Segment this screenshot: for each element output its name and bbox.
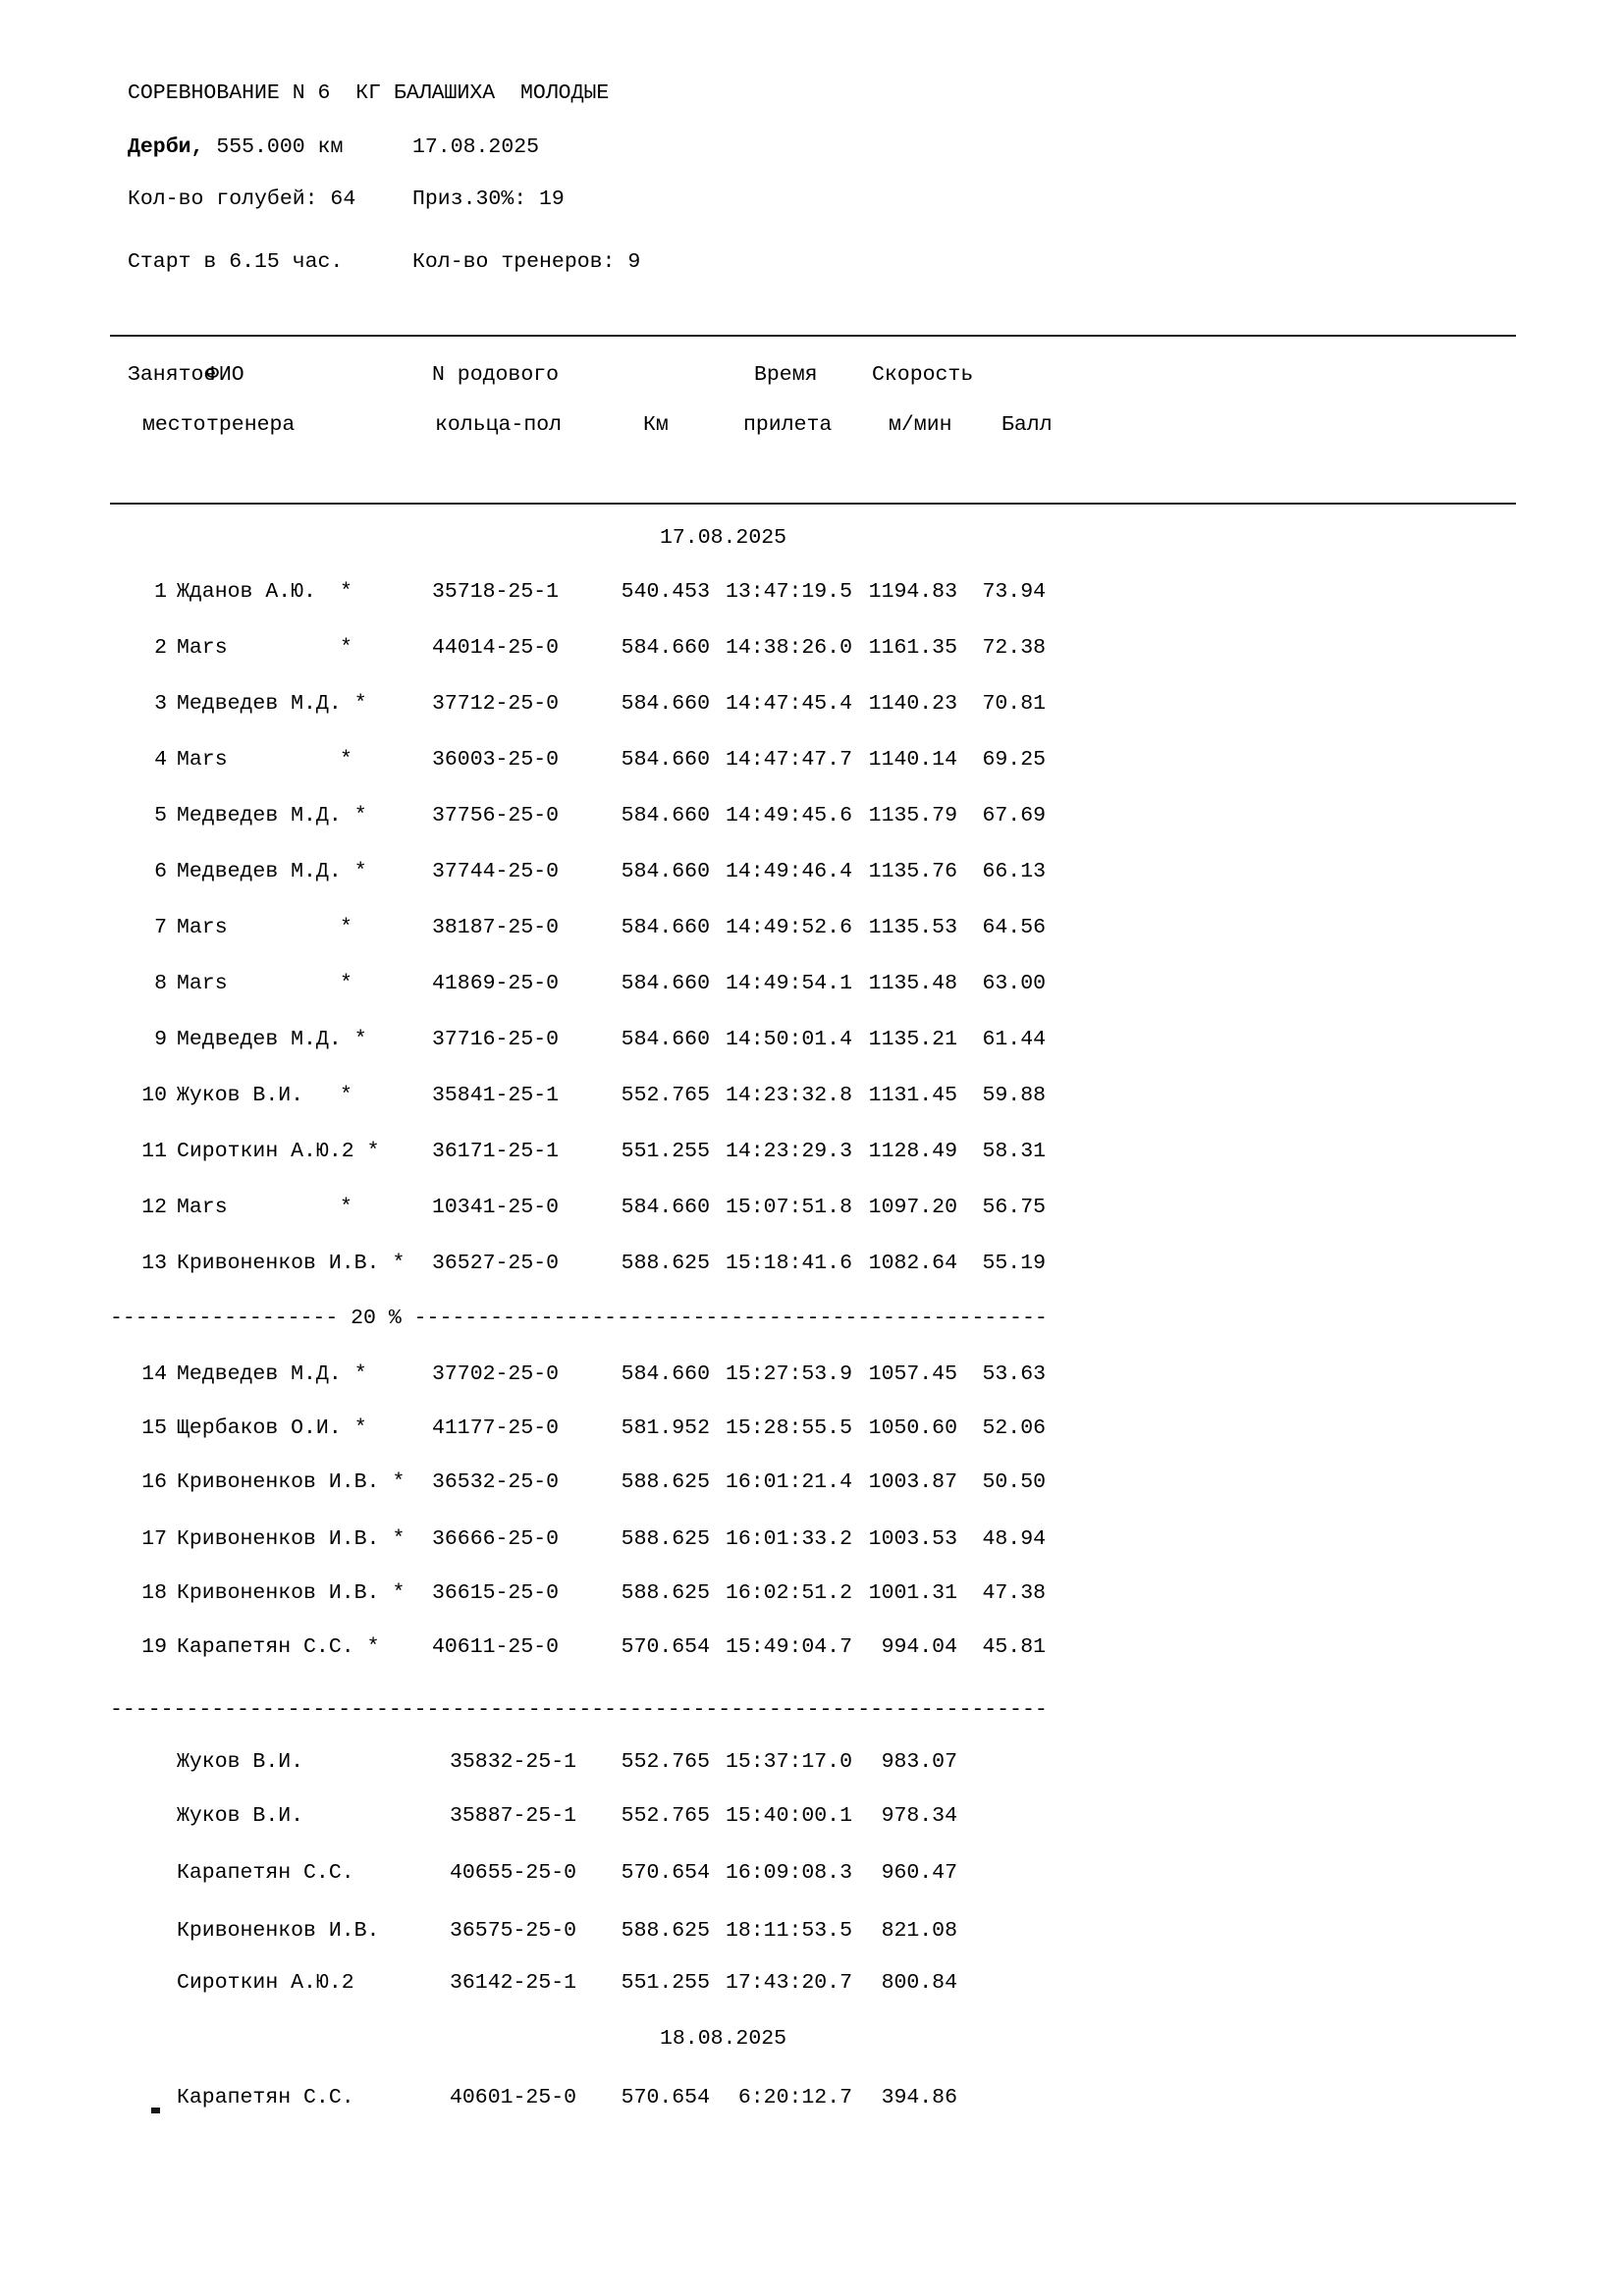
rank-cell: 13 xyxy=(141,1252,167,1275)
result-row xyxy=(0,1524,1624,1554)
ring-number-cell: 10341-25-0 xyxy=(432,1196,560,1219)
trainer-name-cell xyxy=(177,1968,354,1998)
points-cell: 70.81 xyxy=(982,692,1046,716)
speed-cell: 1161.35 xyxy=(868,636,957,660)
speed-cell: 1082.64 xyxy=(868,1252,957,1275)
trainer-name-cell xyxy=(177,745,352,774)
speed-cell: 800.84 xyxy=(881,1971,957,1995)
speed-cell: 1003.53 xyxy=(868,1527,957,1551)
rank-cell: 17 xyxy=(141,1527,167,1551)
trainer-name: Медведев М.Д. xyxy=(177,692,342,716)
result-row xyxy=(0,1025,1624,1054)
trainer-name: Карапетян С.С. xyxy=(177,2086,354,2109)
trainer-name: Медведев М.Д. xyxy=(177,1362,342,1386)
result-row xyxy=(0,857,1624,886)
prize-mark: * xyxy=(392,1470,406,1494)
ring-number-cell: 40655-25-0 xyxy=(450,1861,577,1885)
prize-mark: * xyxy=(353,860,367,883)
result-row xyxy=(0,1249,1624,1278)
ring-number-cell: 37716-25-0 xyxy=(432,1028,560,1051)
trainer-name-cell xyxy=(177,1137,380,1166)
trainer-name-cell xyxy=(177,1360,367,1389)
points-cell: 72.38 xyxy=(982,636,1046,660)
horizontal-rule-header xyxy=(110,503,1516,505)
prize-mark: * xyxy=(340,1084,352,1107)
section-date-2: 18.08.2025 xyxy=(660,2027,787,2051)
prize-mark: * xyxy=(392,1527,406,1551)
result-row xyxy=(0,633,1624,663)
points-cell: 58.31 xyxy=(982,1140,1046,1163)
unplaced-result-row xyxy=(0,1858,1624,1888)
distance-cell: 584.660 xyxy=(621,1362,710,1386)
rank-cell: 12 xyxy=(141,1196,167,1219)
points-cell: 52.06 xyxy=(982,1416,1046,1440)
trainer-name-cell xyxy=(177,1578,405,1608)
trainer-name: Жуков В.И. xyxy=(177,1804,304,1828)
rank-cell: 2 xyxy=(154,636,167,660)
points-cell: 56.75 xyxy=(982,1196,1046,1219)
trainer-name: Карапетян С.С. xyxy=(177,1861,354,1885)
arrival-time-cell: 15:49:04.7 xyxy=(725,1635,852,1659)
ring-number-cell: 36171-25-1 xyxy=(432,1140,560,1163)
points-cell: 53.63 xyxy=(982,1362,1046,1386)
ring-number-cell: 35832-25-1 xyxy=(450,1750,577,1774)
trainer-name: Кривоненков И.В. xyxy=(177,1252,380,1275)
result-row xyxy=(0,913,1624,942)
trainer-name: Медведев М.Д. xyxy=(177,804,342,828)
table-header-line-1 xyxy=(0,360,1624,390)
trainer-name-cell xyxy=(177,1414,367,1443)
rank-cell: 14 xyxy=(141,1362,167,1386)
arrival-time-cell: 14:49:52.6 xyxy=(725,916,852,939)
distance-cell: 552.765 xyxy=(621,1750,710,1774)
distance-cell: 584.660 xyxy=(621,1028,710,1051)
prize-mark: * xyxy=(392,1252,406,1275)
trainer-name-cell xyxy=(177,1081,352,1110)
unplaced-result-row xyxy=(0,1968,1624,1998)
trainer-name: Медведев М.Д. xyxy=(177,1028,342,1051)
result-row xyxy=(0,1081,1624,1110)
trainer-name-cell xyxy=(177,969,352,998)
arrival-time-cell: 16:01:21.4 xyxy=(725,1470,852,1494)
race-date: 17.08.2025 xyxy=(412,135,540,159)
prize-percent: Приз.30%: 19 xyxy=(412,187,565,211)
prize-mark: * xyxy=(340,636,352,660)
col-header-speed-top: Скорость xyxy=(872,363,974,387)
ring-number-cell: 35841-25-1 xyxy=(432,1084,560,1107)
points-cell: 64.56 xyxy=(982,916,1046,939)
arrival-time-cell: 16:09:08.3 xyxy=(725,1861,852,1885)
ring-number-cell: 36532-25-0 xyxy=(432,1470,560,1494)
arrival-time-cell: 17:43:20.7 xyxy=(725,1971,852,1995)
ring-number-cell: 38187-25-0 xyxy=(432,916,560,939)
prize-mark: * xyxy=(353,1362,367,1386)
rank-cell: 15 xyxy=(141,1416,167,1440)
trainer-name-cell xyxy=(177,1747,327,1777)
unplaced-result-row xyxy=(0,2083,1624,2112)
section-date-1: 17.08.2025 xyxy=(660,526,787,550)
trainer-name: Жуков В.И. xyxy=(177,1084,304,1107)
trainers-count: Кол-во тренеров: 9 xyxy=(412,250,641,274)
result-row xyxy=(0,745,1624,774)
speed-cell: 1194.83 xyxy=(868,580,957,604)
distance-cell: 551.255 xyxy=(621,1140,710,1163)
arrival-time-cell: 15:18:41.6 xyxy=(725,1252,852,1275)
trainer-name-cell xyxy=(177,633,352,663)
trainer-name-cell xyxy=(177,1524,405,1554)
points-cell: 61.44 xyxy=(982,1028,1046,1051)
points-cell: 59.88 xyxy=(982,1084,1046,1107)
arrival-time-cell: 14:38:26.0 xyxy=(725,636,852,660)
section-divider-row xyxy=(0,1695,1624,1725)
ring-number-cell: 44014-25-0 xyxy=(432,636,560,660)
points-cell: 48.94 xyxy=(982,1527,1046,1551)
distance-cell: 584.660 xyxy=(621,804,710,828)
ring-number-cell: 37702-25-0 xyxy=(432,1362,560,1386)
rank-cell: 3 xyxy=(154,692,167,716)
ring-number-cell: 35887-25-1 xyxy=(450,1804,577,1828)
trainer-name-cell xyxy=(177,1916,379,1946)
distance-cell: 584.660 xyxy=(621,972,710,995)
section-divider-line: -------------------------------------------------------------------------- xyxy=(110,1698,1048,1722)
trainer-name: Кривоненков И.В. xyxy=(177,1470,380,1494)
result-row xyxy=(0,1468,1624,1497)
table-header-line-2 xyxy=(0,410,1624,440)
ring-number-cell: 41869-25-0 xyxy=(432,972,560,995)
ring-number-cell: 40611-25-0 xyxy=(432,1635,560,1659)
col-header-ring-top: N родового xyxy=(432,363,560,387)
result-row xyxy=(0,1414,1624,1443)
arrival-time-cell: 15:37:17.0 xyxy=(725,1750,852,1774)
ring-number-cell: 37744-25-0 xyxy=(432,860,560,883)
result-row xyxy=(0,577,1624,607)
speed-cell: 960.47 xyxy=(881,1861,957,1885)
trainer-name-cell xyxy=(177,2083,354,2112)
arrival-time-cell: 15:40:00.1 xyxy=(725,1804,852,1828)
speed-cell: 1135.53 xyxy=(868,916,957,939)
distance-cell: 552.765 xyxy=(621,1804,710,1828)
col-header-time-bottom: прилета xyxy=(743,413,833,437)
prize-mark: * xyxy=(392,1581,406,1605)
speed-cell: 1097.20 xyxy=(868,1196,957,1219)
arrival-time-cell: 14:47:45.4 xyxy=(725,692,852,716)
rank-cell: 19 xyxy=(141,1635,167,1659)
rank-cell: 10 xyxy=(141,1084,167,1107)
trainer-name: Mars xyxy=(177,916,228,939)
prize-mark: * xyxy=(353,804,367,828)
points-cell: 47.38 xyxy=(982,1581,1046,1605)
speed-cell: 1135.79 xyxy=(868,804,957,828)
ring-number-cell: 36615-25-0 xyxy=(432,1581,560,1605)
prize-cutoff-line: ------------------ 20 % -------------------------------------------------- xyxy=(110,1307,1048,1330)
result-row xyxy=(0,1193,1624,1222)
points-cell: 50.50 xyxy=(982,1470,1046,1494)
ring-number-cell: 35718-25-1 xyxy=(432,580,560,604)
ring-number-cell: 36527-25-0 xyxy=(432,1252,560,1275)
col-header-place-top: Занятое xyxy=(128,363,217,387)
race-name: Дерби, xyxy=(128,135,204,159)
rank-cell: 6 xyxy=(154,860,167,883)
distance-cell: 584.660 xyxy=(621,1196,710,1219)
points-cell: 63.00 xyxy=(982,972,1046,995)
result-row xyxy=(0,1360,1624,1389)
ring-number-cell: 40601-25-0 xyxy=(450,2086,577,2109)
speed-cell: 1001.31 xyxy=(868,1581,957,1605)
speed-cell: 983.07 xyxy=(881,1750,957,1774)
trainer-name-cell xyxy=(177,577,352,607)
prize-mark: * xyxy=(366,1635,380,1659)
prize-mark: * xyxy=(340,748,352,772)
rank-cell: 9 xyxy=(154,1028,167,1051)
arrival-time-cell: 15:07:51.8 xyxy=(725,1196,852,1219)
rank-cell: 11 xyxy=(141,1140,167,1163)
prize-mark: * xyxy=(340,1196,352,1219)
ring-number-cell: 37712-25-0 xyxy=(432,692,560,716)
distance-cell: 570.654 xyxy=(621,1635,710,1659)
trainer-name-cell xyxy=(177,857,367,886)
trainer-name-cell xyxy=(177,689,367,719)
points-cell: 45.81 xyxy=(982,1635,1046,1659)
arrival-time-cell: 14:23:29.3 xyxy=(725,1140,852,1163)
race-distance: 555.000 км xyxy=(203,135,344,159)
speed-cell: 1131.45 xyxy=(868,1084,957,1107)
start-time: Старт в 6.15 час. xyxy=(128,250,344,274)
trainer-name: Сироткин А.Ю.2 xyxy=(177,1971,354,1995)
prize-mark: * xyxy=(340,972,352,995)
speed-cell: 994.04 xyxy=(881,1635,957,1659)
distance-cell: 570.654 xyxy=(621,1861,710,1885)
points-cell: 55.19 xyxy=(982,1252,1046,1275)
race-name-distance xyxy=(128,133,343,162)
trainer-name: Mars xyxy=(177,636,228,660)
col-header-trainer-top: ФИО xyxy=(206,363,244,387)
trainer-name: Mars xyxy=(177,1196,228,1219)
arrival-time-cell: 16:01:33.2 xyxy=(725,1527,852,1551)
points-cell: 66.13 xyxy=(982,860,1046,883)
trainer-name: Mars xyxy=(177,972,228,995)
arrival-time-cell: 6:20:12.7 xyxy=(737,2086,852,2109)
start-line xyxy=(0,247,1624,277)
arrival-time-cell: 14:49:46.4 xyxy=(725,860,852,883)
competition-title: СОРЕВНОВАНИЕ N 6 КГ БАЛАШИХА МОЛОДЫЕ xyxy=(128,81,610,105)
rank-cell: 1 xyxy=(154,580,167,604)
trainer-name: Кривоненков И.В. xyxy=(177,1919,380,1943)
rank-cell: 4 xyxy=(154,748,167,772)
col-header-speed-bottom: м/мин xyxy=(889,413,952,437)
unplaced-result-row xyxy=(0,1747,1624,1777)
prize-mark: * xyxy=(340,580,352,604)
distance-cell: 588.625 xyxy=(621,1252,710,1275)
distance-cell: 552.765 xyxy=(621,1084,710,1107)
unplaced-result-row xyxy=(0,1916,1624,1946)
trainer-name-cell xyxy=(177,1801,327,1831)
speed-cell: 1003.87 xyxy=(868,1470,957,1494)
speed-cell: 1135.76 xyxy=(868,860,957,883)
result-row xyxy=(0,689,1624,719)
arrival-time-cell: 15:28:55.5 xyxy=(725,1416,852,1440)
rank-cell: 7 xyxy=(154,916,167,939)
distance-cell: 588.625 xyxy=(621,1470,710,1494)
speed-cell: 821.08 xyxy=(881,1919,957,1943)
col-header-ring-bottom: кольца-пол xyxy=(435,413,563,437)
section-date-line-1 xyxy=(0,523,1624,553)
arrival-time-cell: 14:50:01.4 xyxy=(725,1028,852,1051)
distance-cell: 551.255 xyxy=(621,1971,710,1995)
prize-cutoff-line-row xyxy=(0,1304,1624,1333)
speed-cell: 1135.48 xyxy=(868,972,957,995)
trainer-name: Медведев М.Д. xyxy=(177,860,342,883)
distance-cell: 588.625 xyxy=(621,1581,710,1605)
distance-cell: 581.952 xyxy=(621,1416,710,1440)
distance-cell: 588.625 xyxy=(621,1919,710,1943)
speed-cell: 1128.49 xyxy=(868,1140,957,1163)
trainer-name: Щербаков О.И. xyxy=(177,1416,342,1440)
arrival-time-cell: 14:49:45.6 xyxy=(725,804,852,828)
speed-cell: 978.34 xyxy=(881,1804,957,1828)
speed-cell: 1135.21 xyxy=(868,1028,957,1051)
trainer-name-cell xyxy=(177,801,367,830)
distance-cell: 570.654 xyxy=(621,2086,710,2109)
prize-mark: * xyxy=(366,1140,380,1163)
arrival-time-cell: 15:27:53.9 xyxy=(725,1362,852,1386)
arrival-time-cell: 16:02:51.2 xyxy=(725,1581,852,1605)
ring-number-cell: 36142-25-1 xyxy=(450,1971,577,1995)
points-cell: 67.69 xyxy=(982,804,1046,828)
trainer-name: Кривоненков И.В. xyxy=(177,1527,380,1551)
col-header-place-bottom: место xyxy=(142,413,206,437)
distance-cell: 584.660 xyxy=(621,748,710,772)
result-row xyxy=(0,801,1624,830)
result-row xyxy=(0,1578,1624,1608)
prize-mark: * xyxy=(353,1028,367,1051)
trainer-name: Mars xyxy=(177,748,228,772)
trainer-name-cell xyxy=(177,1468,405,1497)
rank-cell: 18 xyxy=(141,1581,167,1605)
arrival-time-cell: 14:49:54.1 xyxy=(725,972,852,995)
counts-line xyxy=(0,185,1624,214)
speed-cell: 1140.23 xyxy=(868,692,957,716)
trainer-name-cell xyxy=(177,913,352,942)
distance-cell: 584.660 xyxy=(621,692,710,716)
distance-cell: 584.660 xyxy=(621,636,710,660)
prize-mark: * xyxy=(353,1416,367,1440)
rank-cell: 16 xyxy=(141,1470,167,1494)
arrival-time-cell: 14:23:32.8 xyxy=(725,1084,852,1107)
col-header-points: Балл xyxy=(1001,413,1053,437)
speed-cell: 1140.14 xyxy=(868,748,957,772)
speed-cell: 394.86 xyxy=(881,2086,957,2109)
col-header-time-top: Время xyxy=(754,363,818,387)
horizontal-rule-top xyxy=(110,335,1516,337)
arrival-time-cell: 13:47:19.5 xyxy=(725,580,852,604)
distance-cell: 584.660 xyxy=(621,916,710,939)
result-row xyxy=(0,969,1624,998)
points-cell: 73.94 xyxy=(982,580,1046,604)
speed-cell: 1050.60 xyxy=(868,1416,957,1440)
distance-cell: 588.625 xyxy=(621,1527,710,1551)
arrival-time-cell: 14:47:47.7 xyxy=(725,748,852,772)
trainer-name: Карапетян С.С. xyxy=(177,1635,354,1659)
arrival-time-cell: 18:11:53.5 xyxy=(725,1919,852,1943)
speed-cell: 1057.45 xyxy=(868,1362,957,1386)
trainer-name-cell xyxy=(177,1249,405,1278)
prize-mark: * xyxy=(353,692,367,716)
trainer-name-cell xyxy=(177,1858,354,1888)
trainer-name: Сироткин А.Ю.2 xyxy=(177,1140,354,1163)
ring-number-cell: 41177-25-0 xyxy=(432,1416,560,1440)
trainer-name-cell xyxy=(177,1632,380,1662)
result-row xyxy=(0,1632,1624,1662)
col-header-trainer-bottom: тренера xyxy=(206,413,296,437)
rank-cell: 5 xyxy=(154,804,167,828)
result-row xyxy=(0,1137,1624,1166)
trainer-name-cell xyxy=(177,1025,367,1054)
trainer-name-cell xyxy=(177,1193,352,1222)
trainer-name: Кривоненков И.В. xyxy=(177,1581,380,1605)
pigeons-count: Кол-во голубей: 64 xyxy=(128,187,356,211)
rank-cell: 8 xyxy=(154,972,167,995)
ring-number-cell: 36575-25-0 xyxy=(450,1919,577,1943)
ring-number-cell: 36666-25-0 xyxy=(432,1527,560,1551)
section-date-line-2 xyxy=(0,2024,1624,2054)
trainer-name: Жданов А.Ю. xyxy=(177,580,316,604)
distance-cell: 584.660 xyxy=(621,860,710,883)
trainer-name: Жуков В.И. xyxy=(177,1750,304,1774)
distance-cell: 540.453 xyxy=(621,580,710,604)
competition-title-line xyxy=(0,79,1624,108)
unplaced-result-row xyxy=(0,1801,1624,1831)
ring-number-cell: 36003-25-0 xyxy=(432,748,560,772)
col-header-km: Км xyxy=(643,413,669,437)
prize-mark: * xyxy=(340,916,352,939)
race-info-line xyxy=(0,133,1624,162)
ring-number-cell: 37756-25-0 xyxy=(432,804,560,828)
points-cell: 69.25 xyxy=(982,748,1046,772)
